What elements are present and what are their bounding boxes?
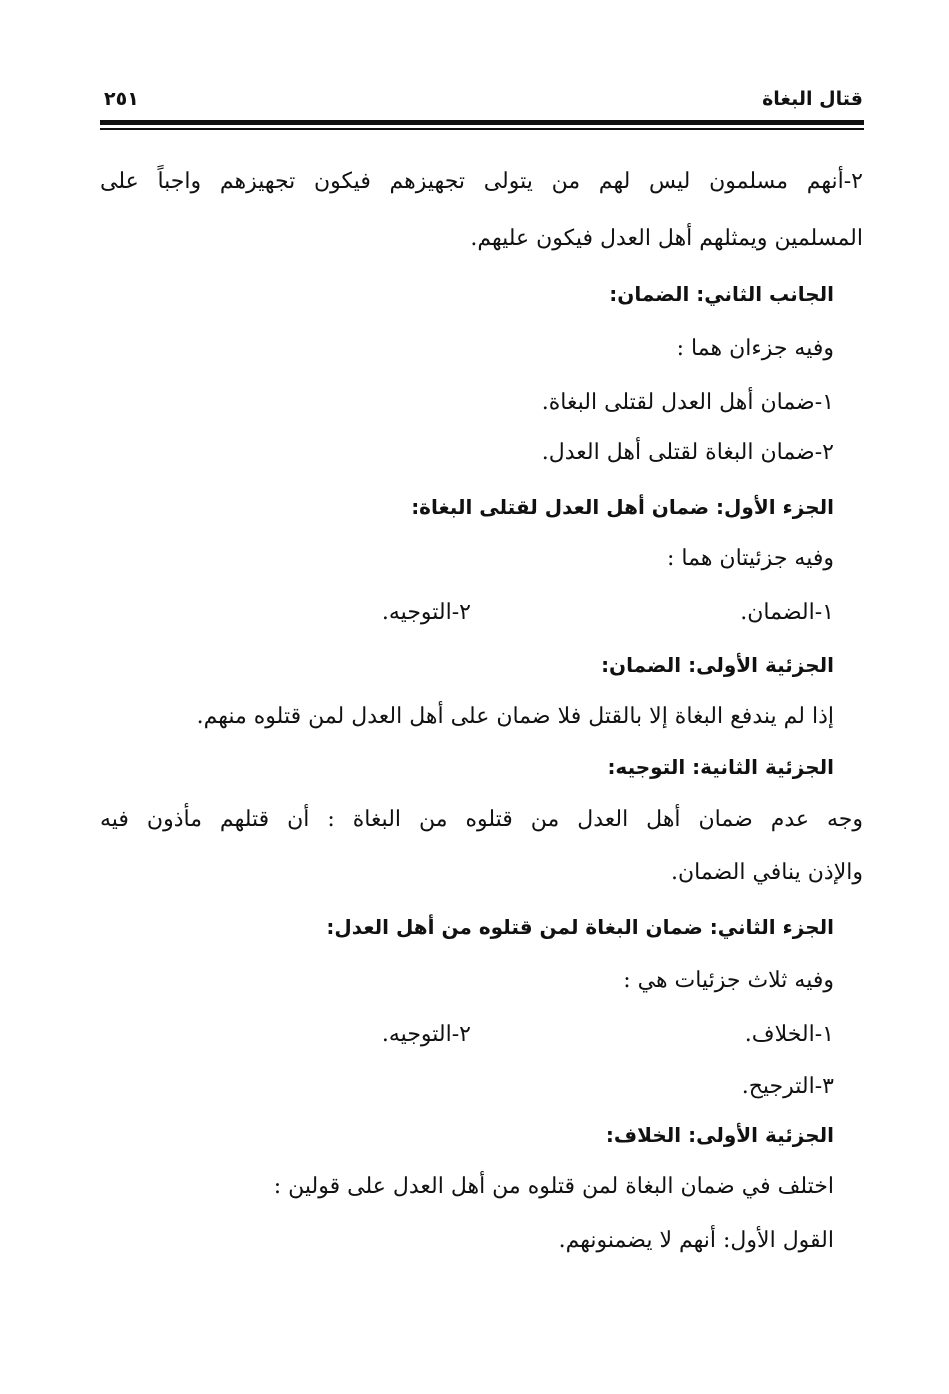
paragraph-line: اختلف في ضمان البغاة لمن قتلوه من أهل العدل على قولين : (273, 1174, 834, 1199)
list-item: ١-ضمان أهل العدل لقتلى البغاة. (541, 390, 834, 415)
paragraph-line: والإذن ينافي الضمان. (670, 860, 863, 885)
section-heading: الجزئية الأولى: الخلاف: (605, 1123, 834, 1147)
paragraph-line: وفيه جزئيتان هما : (667, 546, 834, 571)
paragraph-line: وفيه ثلاث جزئيات هي : (623, 968, 834, 993)
header-rule (100, 120, 864, 125)
list-item: ٣-الترجيح. (741, 1074, 834, 1099)
paragraph-line: وفيه جزءان هما : (676, 336, 834, 361)
list-item: ١-الضمان. (740, 600, 834, 625)
paragraph-line: المسلمين ويمثلهم أهل العدل فيكون عليهم. (470, 226, 863, 251)
section-heading: الجزئية الثانية: التوجيه: (607, 755, 834, 779)
paragraph-line: القول الأول: أنهم لا يضمنونهم. (558, 1228, 834, 1253)
section-heading: الجزء الأول: ضمان أهل العدل لقتلى البغاة: (411, 495, 834, 519)
list-item: ١-الخلاف. (744, 1022, 834, 1047)
paragraph-line: وجه عدم ضمان أهل العدل من قتلوه من البغاة : أن قتلهم مأذون فيه (100, 807, 863, 832)
paragraph-line: ٢-أنهم مسلمون ليس لهم من يتولى تجهيزهم فيكون تجهيزهم واجباً على (100, 169, 863, 194)
section-heading: الجزئية الأولى: الضمان: (601, 653, 834, 677)
list-item: ٢-التوجيه. (381, 1022, 471, 1047)
paragraph-line: إذا لم يندفع البغاة إلا بالقتل فلا ضمان على أهل العدل لمن قتلوه منهم. (196, 704, 834, 729)
section-heading: الجانب الثاني: الضمان: (609, 282, 834, 306)
list-item: ٢-التوجيه. (381, 600, 471, 625)
list-item: ٢-ضمان البغاة لقتلى أهل العدل. (541, 440, 834, 465)
running-title: قتال البغاة (762, 88, 863, 110)
section-heading: الجزء الثاني: ضمان البغاة لمن قتلوه من أهل العدل: (326, 915, 834, 939)
page-number: ٢٥١ (104, 88, 139, 110)
header-rule-thin (100, 128, 864, 130)
